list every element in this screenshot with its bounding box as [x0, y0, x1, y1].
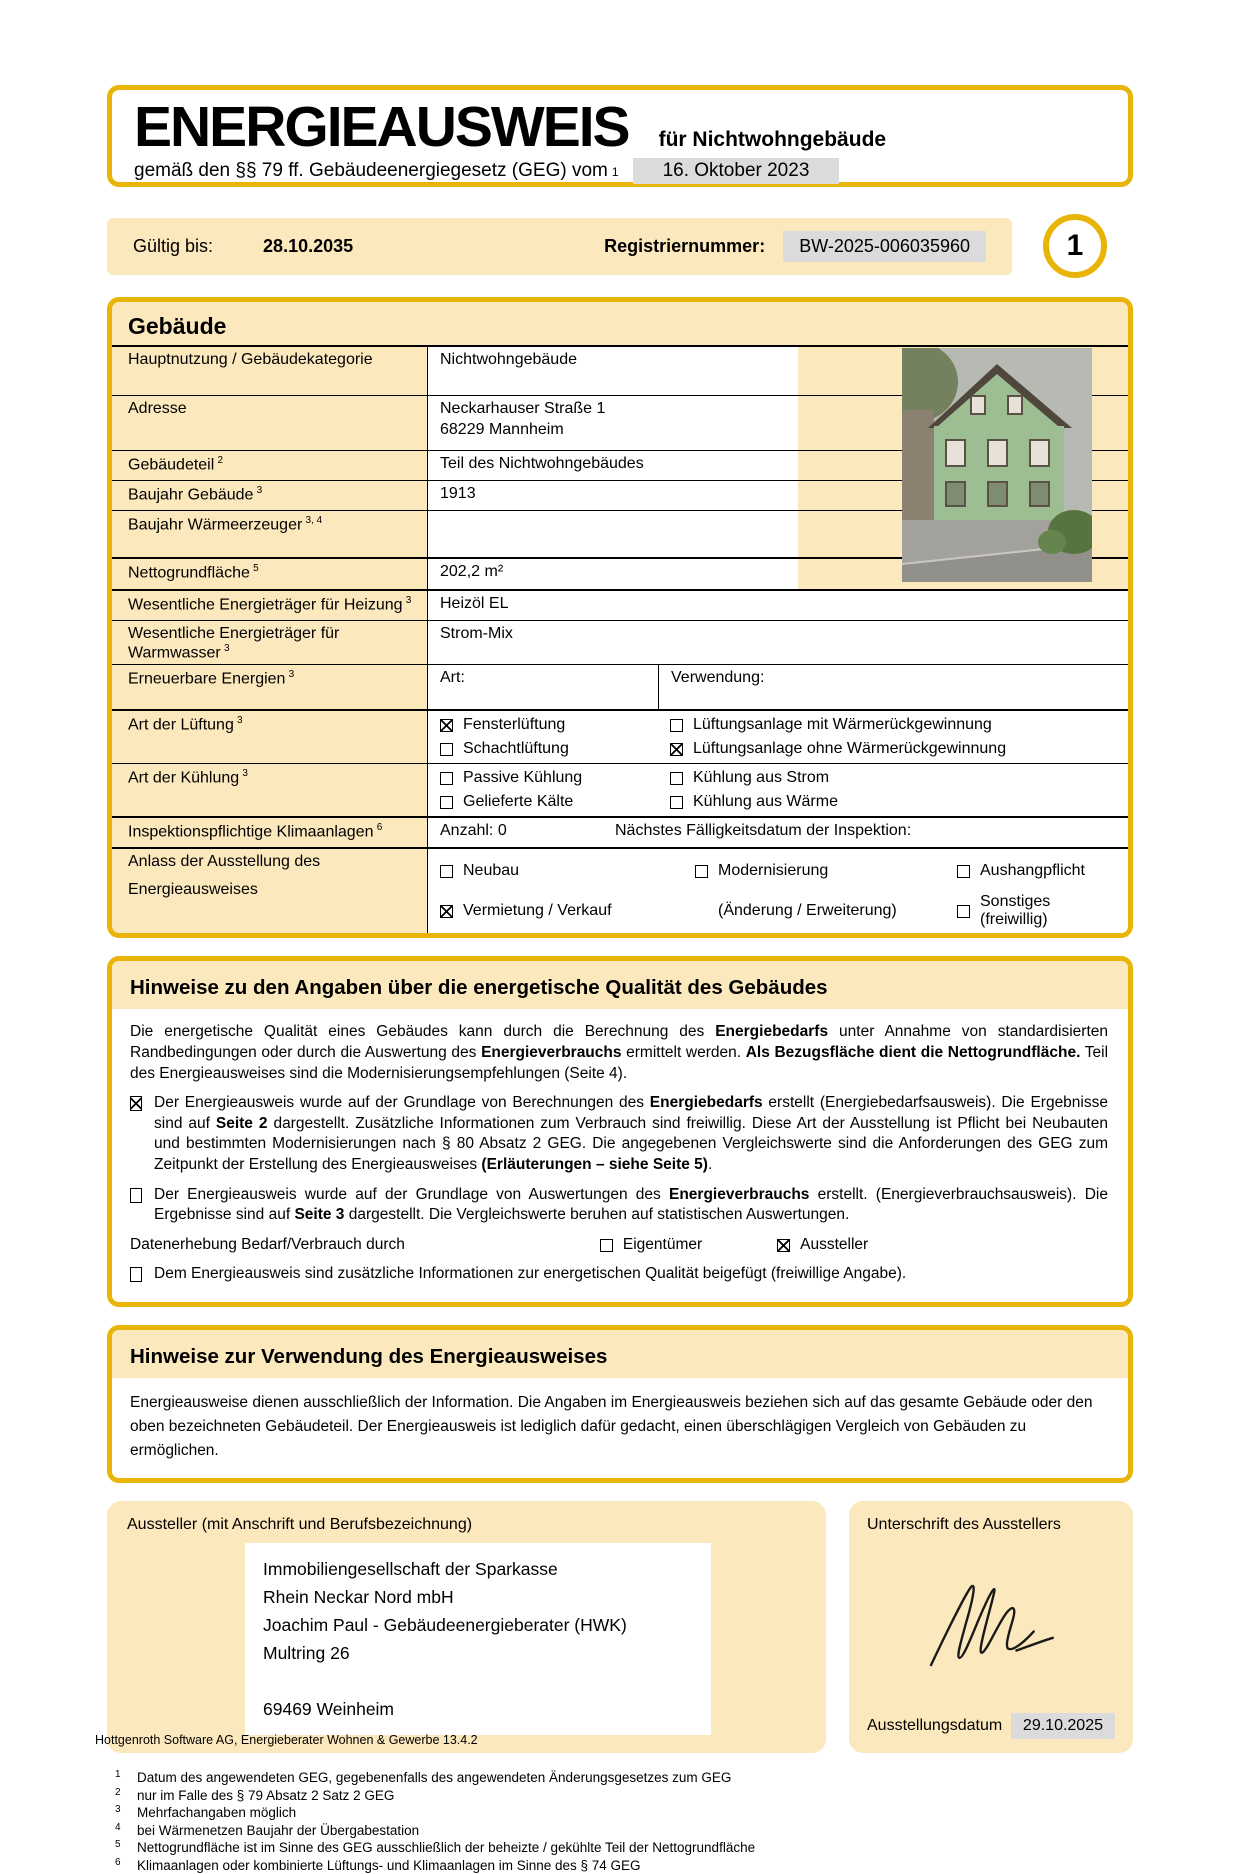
reason-options: Neubau Vermietung / Verkauf Modernisierung (Änderung / Erweiterung) Aushangpflicht Sonstiges (freiwillig): [427, 849, 1128, 933]
table-row: Art der Lüftung $^3$ Fensterlüftung Schachtlüftung Lüftungsanlage mit Wärmerückgewinnung Lüftungsanlage ohne Wärmerückgewinnung: [112, 711, 1128, 764]
address-value: Neckarhauser Straße 1 68229 Mannheim: [427, 396, 798, 450]
main-use-value: Nichtwohngebäude: [427, 347, 798, 395]
footnote-text: Mehrfachangaben möglich: [137, 1805, 297, 1821]
table-row: Gebäudeteil $^2$ Teil des Nichtwohngebäudes: [112, 451, 1128, 481]
checkbox-eigentuemer[interactable]: [600, 1239, 613, 1252]
row-label: Hauptnutzung / Gebäudekategorie: [128, 351, 373, 368]
row-label: Baujahr Wärmeerzeuger: [128, 516, 303, 534]
page-title: ENERGIEAUSWEIS: [134, 95, 629, 159]
valid-until-value: 28.10.2035: [263, 235, 354, 256]
checkbox-fensterlueftung[interactable]: [440, 719, 453, 732]
row-label: Wesentliche Energieträger für Heizung: [128, 596, 403, 614]
row-label: Adresse: [128, 400, 187, 417]
aircon-count: Anzahl: 0: [440, 822, 507, 840]
use-paragraph: Energieausweise dienen ausschließlich der Information. Die Angaben im Energieausweis beziehen sich auf das gesamte Gebäude oder den oben bezeichneten Gebäudeteil. Der Energieausweis ist lediglich dafür gedacht, einen überschlägigen Vergleich von Gebäuden zu ermöglichen.: [130, 1394, 1093, 1460]
building-photo: [902, 348, 1092, 582]
issue-date-value: 29.10.2025: [1011, 1713, 1115, 1739]
hints-quality-section: [107, 956, 1133, 1307]
building-part-value: Teil des Nichtwohngebäudes: [427, 451, 798, 480]
additional-info-option: Dem Energieausweis sind zusätzliche Informationen zur energetischen Qualität beigefügt (freiwillige Angabe).: [130, 1264, 1108, 1285]
issuer-row: [107, 1501, 1133, 1753]
table-row: Wesentliche Energieträger für Heizung $^3$ Heizöl EL: [112, 591, 1128, 621]
page-number-badge: 1: [1043, 214, 1107, 278]
checkbox-sonstiges[interactable]: [957, 905, 970, 918]
hints-use-section: [107, 1325, 1133, 1483]
footnote-text: Klimaanlagen oder kombinierte Lüftungs- und Klimaanlagen im Sinne des § 74 GEG: [137, 1857, 641, 1873]
ventilation-options: Fensterlüftung Schachtlüftung Lüftungsanlage mit Wärmerückgewinnung Lüftungsanlage ohne Wärmerückgewinnung: [427, 711, 1128, 763]
checkbox-aussteller[interactable]: [777, 1239, 790, 1252]
aircon-due-label: Nächstes Fälligkeitsdatum der Inspektion:: [615, 822, 912, 840]
table-row: Art der Kühlung $^3$ Passive Kühlung Gelieferte Kälte Kühlung aus Strom Kühlung aus Wärme: [112, 764, 1128, 818]
checkbox-vermietung-verkauf[interactable]: [440, 905, 453, 918]
checkbox-kuehlung-aus-strom[interactable]: [670, 772, 683, 785]
title-suffix: für Nichtwohngebäude: [658, 128, 887, 151]
checkbox-energieverbrauch[interactable]: [130, 1188, 142, 1203]
validity-row: [107, 215, 1133, 277]
heating-carrier-value: Heizöl EL: [427, 591, 1128, 620]
footnote-text: Nettogrundfläche ist im Sinne des GEG ausschließlich der beheizte / gekühlte Teil der Nettogrundfläche: [137, 1840, 756, 1856]
checkbox-passive-kuehlung[interactable]: [440, 772, 453, 785]
data-collection-line: Datenerhebung Bedarf/Verbrauch durch Eigentümer Aussteller: [130, 1235, 869, 1253]
footnotes: 1 Datum des angewendeten GEG, gegebenenfalls des angewendeten Änderungsgesetzes zum GEG 2 nur im Falle des § 79 Absatz 2 Satz 2 GEG 3 Mehrfachangaben möglich 4 bei Wärmenetzen Baujahr der Übergabestation 5 Nettogrundfläche ist im Sinne des GEG ausschließlich der beheizte / gekühlte Teil der Nettogrundfläche 6 Klimaanlagen oder kombinierte Lüftungs- und Klimaanlagen im Sinne des § 74 GEG: [115, 1769, 756, 1873]
building-section-title: Gebäude: [128, 313, 227, 339]
checkbox-energiebedarf[interactable]: [130, 1096, 142, 1111]
valid-until-label: Gültig bis:: [133, 235, 214, 256]
footnote-text: Datum des angewendeten GEG, gegebenenfalls des angewendeten Änderungsgesetzes zum GEG: [137, 1770, 732, 1786]
checkbox-lueftung-mit-wrg[interactable]: [670, 719, 683, 732]
hints-use-title: Hinweise zur Verwendung des Energieausweises: [112, 1330, 1128, 1378]
consumption-certificate-option: Der Energieausweis wurde auf der Grundlage von Auswertungen des Energieverbrauchs erstellt. (Energieverbrauchsausweis). Die Ergebnisse sind auf Seite 3 dargestellt. Die Vergleichswerte beruhen auf statistischen Auswertungen.: [130, 1185, 1108, 1226]
table-row: Baujahr Wärmeerzeuger $^{3, 4}$: [112, 511, 1128, 559]
law-line: gemäß den §§ 79 ff. Gebäudeenergiegesetz (GEG) vom: [134, 160, 608, 182]
signature-box: [849, 1501, 1133, 1753]
registration-number: BW-2025-006035960: [783, 231, 986, 262]
modernisierung-note: (Änderung / Erweiterung): [718, 902, 897, 920]
quality-intro-paragraph: Die energetische Qualität eines Gebäudes kann durch die Berechnung des Energiebedarfs unter Annahme von standardisierten Randbedingungen oder durch die Auswertung des Energieverbrauchs ermittelt werden. Als Bezugsfläche dient die Nettogrundfläche. Teil des Energieausweises sind die Modernisierungsempfehlungen (Seite 4).: [130, 1023, 1109, 1082]
row-label: Inspektionspflichtige Klimaanlagen: [128, 823, 374, 841]
renewables-use-field[interactable]: Verwendung:: [658, 665, 1128, 709]
demand-certificate-option: Der Energieausweis wurde auf der Grundlage von Berechnungen des Energiebedarfs erstellt (Energiebedarfsausweis). Die Ergebnisse sind auf Seite 2 dargestellt. Zusätzliche Informationen zum Verbrauch sind freiwillig. Diese Art der Ausstellung ist Pflicht bei Neubauten und bestimmten Modernisierungen nach § 80 Absatz 2 GEG. Die angegebenen Vergleichswerte sind die Anforderungen des GEG zum Zeitpunkt der Erstellung des Energieausweises (Erläuterungen – siehe Seite 5).: [130, 1093, 1108, 1175]
issue-date-label: Ausstellungsdatum: [867, 1717, 1003, 1735]
row-label: Art der Kühlung: [128, 769, 240, 787]
table-row: Wesentliche Energieträger für Warmwasser $^3$ Strom-Mix: [112, 621, 1128, 665]
footnote-text: bei Wärmenetzen Baujahr der Übergabestation: [137, 1822, 420, 1838]
checkbox-lueftung-ohne-wrg[interactable]: [670, 743, 683, 756]
renewables-type-field[interactable]: Art:: [440, 669, 465, 687]
checkbox-aushangpflicht[interactable]: [957, 865, 970, 878]
law-footnote-ref: 1: [611, 165, 619, 180]
hints-quality-title: Hinweise zu den Angaben über die energetische Qualität des Gebäudes: [112, 961, 1128, 1009]
software-footer: Hottgenroth Software AG, Energieberater Wohnen & Gewerbe 13.4.2: [95, 1733, 478, 1747]
issuer-box: [107, 1501, 826, 1753]
validity-bar: [107, 218, 1012, 275]
row-label: Wesentliche Energieträger für Warmwasser: [128, 625, 340, 662]
header-box: [107, 85, 1133, 187]
row-label: Baujahr Gebäude: [128, 486, 254, 504]
year-heat-generator-value: [427, 511, 798, 557]
checkbox-schachtlueftung[interactable]: [440, 743, 453, 756]
signature-label: Unterschrift des Ausstellers: [867, 1516, 1061, 1534]
table-row: Anlass der Ausstellung des Energieausweises Neubau Vermietung / Verkauf Modernisierung (Änderung / Erweiterung) Aushangpflicht Sonstiges (freiwillig): [112, 849, 1128, 933]
year-built-value: 1913: [427, 481, 798, 510]
checkbox-gelieferte-kaelte[interactable]: [440, 796, 453, 809]
row-label: Gebäudeteil: [128, 456, 215, 474]
checkbox-neubau[interactable]: [440, 865, 453, 878]
checkbox-kuehlung-aus-waerme[interactable]: [670, 796, 683, 809]
cooling-options: Passive Kühlung Gelieferte Kälte Kühlung aus Strom Kühlung aus Wärme: [427, 764, 1128, 816]
checkbox-modernisierung[interactable]: [695, 865, 708, 878]
issuer-address: Immobiliengesellschaft der Sparkasse Rhein Neckar Nord mbH Joachim Paul - Gebäudeenergieberater (HWK) Multring 26 69469 Weinheim: [245, 1543, 711, 1735]
row-label: Nettogrundfläche: [128, 564, 250, 582]
issuer-label: Aussteller (mit Anschrift und Berufsbezeichnung): [127, 1516, 473, 1534]
row-label: Erneuerbare Energien: [128, 670, 286, 688]
row-label: Anlass der Ausstellung des: [128, 853, 321, 871]
row-label: Art der Lüftung: [128, 716, 234, 734]
hints-use-body: [112, 1378, 1128, 1478]
footnote-text: nur im Falle des § 79 Absatz 2 Satz 2 GEG: [137, 1787, 395, 1803]
aircon-value: [427, 818, 1128, 847]
table-row: Inspektionspflichtige Klimaanlagen $^6$ Anzahl: 0 Nächstes Fälligkeitsdatum der Inspektion:: [112, 818, 1128, 849]
building-section: [107, 297, 1133, 938]
registration-label: Registriernummer:: [604, 235, 766, 256]
net-area-value: 202,2 m²: [427, 559, 798, 589]
signature: [867, 1534, 1115, 1713]
hints-quality-body: [112, 1009, 1128, 1302]
table-row: Erneuerbare Energien $^3$ Art: Verwendung:: [112, 665, 1128, 711]
table-row: Baujahr Gebäude $^3$ 1913: [112, 481, 1128, 511]
table-row: Nettogrundfläche $^5$ 202,2 m²: [112, 559, 1128, 591]
hotwater-carrier-value: Strom-Mix: [427, 621, 1128, 664]
checkbox-zusatzinfo[interactable]: [130, 1267, 142, 1282]
renewables-value: [427, 665, 1128, 709]
geg-date-value: 16. Oktober 2023: [633, 158, 840, 184]
